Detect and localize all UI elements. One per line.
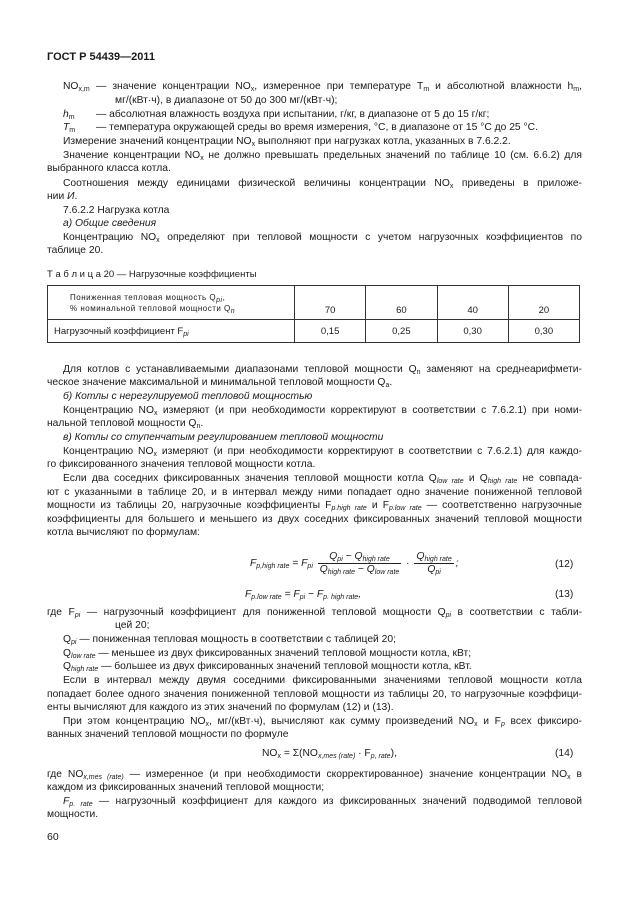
table-col-40: 40	[437, 286, 508, 320]
paragraph-sum: При этом концентрацию $NO_x$, мг/(кВт·ч), вычисляют как сумму произведений $NO_x$ и $F_p$ всех фиксиро-	[63, 716, 582, 728]
paragraph-limit-cont: выбранного класса котла.	[47, 163, 171, 174]
table-header-label: Пониженная тепловая мощность $Q_{pi}$, % номинальной тепловой мощности $Q_n$	[48, 286, 295, 320]
table-cell: 0,30	[508, 320, 579, 343]
paragraph-two-values: Если два соседних фиксированных значения тепловой мощности котла $Q_{low rate}$ и $Q_{high rate}$ не совпада-	[63, 473, 583, 485]
paragraph-two-values-l3: мощности из таблицы 20, нагрузочные коэффициенты $F_{p.high rate}$ и $F_{p.low rate}$ — соответственно нагрузочные	[47, 500, 582, 512]
equation-14-number: (14)	[555, 748, 574, 759]
paragraph-limit: Значение концентрации $NO_x$ не должно превышать предельных значений по таблице 10 (см. 6.6.2) для	[63, 150, 582, 162]
table-header-row	[48, 286, 580, 320]
paragraph-units: Соотношения между единицами физической величины концентрации $NO_x$ приведены в приложе-	[63, 178, 582, 190]
definition-fpi-cont: цей 20;	[115, 620, 150, 631]
definition-fp-rate: $F_{p. rate}$ — нагрузочный коэффициент для каждого из фиксированных значений подводимой тепловой	[63, 796, 582, 808]
paragraph-ranges-cont: ческое значение максимальной и минимальной тепловой мощности $Q_a$.	[47, 377, 393, 389]
paragraph-nonregulated: Концентрацию $NO_x$ измеряют (и при необходимости корректируют в соответствии с 7.6.2.1) при номи-	[63, 405, 582, 417]
definition-hm-symbol: $h_m$	[63, 109, 75, 121]
standard-header: ГОСТ Р 54439—2011	[47, 51, 155, 63]
definition-qhigh: $Q_{high rate}$ — большее из двух фиксированных значений тепловой мощности котла, кВт.	[63, 661, 472, 673]
paragraph-load-coef: Концентрацию $NO_x$ определяют при тепловой мощности с учетом нагрузочных коэффициентов по	[63, 232, 582, 244]
table-col-20: 20	[508, 286, 579, 320]
equation-13: $F_{p.low rate} = F_{pi} - F_{p. high rate}$,	[245, 589, 362, 601]
paragraph-load-coef-cont: таблице 20.	[47, 245, 104, 256]
subsection-general: а) Общие сведения	[63, 218, 157, 229]
definition-tm-text: — температура окружающей среды во время измерения, °С, в диапазоне от 15 °С до 25 °С.	[96, 122, 538, 133]
page-number: 60	[47, 831, 59, 843]
definition-qlow: $Q_{low rate}$ — меньшее из двух фиксированных значений тепловой мощности котла, кВт;	[63, 648, 472, 660]
definition-qpi: $Q_{pi}$ — пониженная тепловая мощность в соответствии с таблицей 20;	[63, 634, 396, 646]
definition-nox-m-cont: мг/(кВт·ч), в диапазоне от 50 до 300 мг/(кВт·ч);	[115, 95, 338, 106]
definition-tm-symbol: $T_m$	[63, 122, 76, 134]
paragraph-two-values-l5: котла вычисляют по формулам:	[47, 527, 200, 538]
subsection-nonregulated: б) Котлы с нерегулируемой тепловой мощностью	[63, 391, 313, 402]
equation-13-number: (13)	[555, 589, 574, 600]
section-heading-7-6-2-2: 7.6.2.2 Нагрузка котла	[63, 205, 170, 216]
paragraph-multiple-values-l2: попадает более одного значения пониженной тепловой мощности из таблицы 20, то нагрузочные коэффици-	[47, 689, 582, 700]
paragraph-multiple-values-l3: енты вычисляют для каждого из этих значений по формулам (12) и (13).	[47, 702, 394, 713]
definition-nox-m-text: — значение концентрации $NO_x$, измеренное при температуре $T_m$ и абсолютной влажности $h_m$,	[96, 81, 582, 93]
definition-nox-mes-cont: каждом из фиксированных значений тепловой мощности;	[47, 782, 325, 793]
table-col-60: 60	[366, 286, 437, 320]
table-caption: Т а б л и ц а 20 — Нагрузочные коэффициенты	[47, 269, 257, 280]
definition-hm-text: — абсолютная влажность воздуха при испытании, г/кг, в диапазоне от 5 до 15 г/кг;	[96, 109, 490, 120]
definition-nox-mes: где $NO_{x,mes (rate)}$ — измеренное (и при необходимости скорректированное) значение концентрации $NO_x$ в	[47, 769, 582, 781]
table-col-70: 70	[295, 286, 366, 320]
load-coefficients-table	[47, 285, 580, 343]
paragraph-nonregulated-cont: нальной тепловой мощности $Q_n$.	[47, 418, 204, 430]
paragraph-stepped: Концентрацию $NO_x$ измеряют (и при необходимости корректируют в соответствии с 7.6.2.1) для каждо-	[63, 446, 582, 458]
table-row-label: Нагрузочный коэффициент $F_{pi}$	[48, 320, 295, 343]
paragraph-two-values-l2: ют с указанными в таблице 20, и в интервал между ними попадает одно значение пониженной тепловой	[47, 487, 582, 498]
paragraph-units-cont: нии И.	[47, 191, 78, 202]
paragraph-stepped-cont: го фиксированного значения тепловой мощности котла.	[47, 459, 316, 470]
subsection-stepped: в) Котлы со ступенчатым регулированием тепловой мощности	[63, 432, 384, 443]
table-cell: 0,30	[437, 320, 508, 343]
equation-12-number: (12)	[555, 559, 574, 570]
equation-14: $NO_x = \Sigma(NO_{x,mes (rate)} \cdot F_{p, rate})$,	[262, 748, 397, 760]
equation-12: $F_{p,high rate} = F_{pi}$ $\frac{Q_{pi} - Q_{high rate}}{Q_{high rate} - Q_{low rate}}$ · $\frac{Q_{high rate}}{Q_{pi}}$ ;	[250, 550, 459, 576]
paragraph-ranges: Для котлов с устанавливаемыми диапазонами тепловой мощности $Q_n$ заменяют на среднеарифмети-	[63, 364, 582, 376]
definition-fpi: где $F_{pi}$ — нагрузочный коэффициент для пониженной тепловой мощности $Q_{pi}$ в соответствии с табли-	[47, 607, 582, 619]
definition-fp-rate-cont: мощности.	[47, 809, 99, 820]
paragraph-two-values-l4: коэффициенты для большего и меньшего из двух соседних фиксированных значений тепловой мощности	[47, 514, 582, 525]
paragraph-multiple-values: Если в интервал между двумя соседними фиксированными значениями тепловой мощности котла	[63, 675, 582, 686]
table-cell: 0,15	[295, 320, 366, 343]
definition-nox-m: $NO_{x,m}$	[63, 81, 90, 93]
table-row	[48, 320, 580, 343]
paragraph-sum-cont: ванных значений тепловой мощности по формуле	[47, 729, 289, 740]
table-cell: 0,25	[366, 320, 437, 343]
paragraph-measurement: Измерение значений концентрации $NO_x$ выполняют при нагрузках котла, указанных в 7.6.2.2.	[63, 136, 511, 148]
